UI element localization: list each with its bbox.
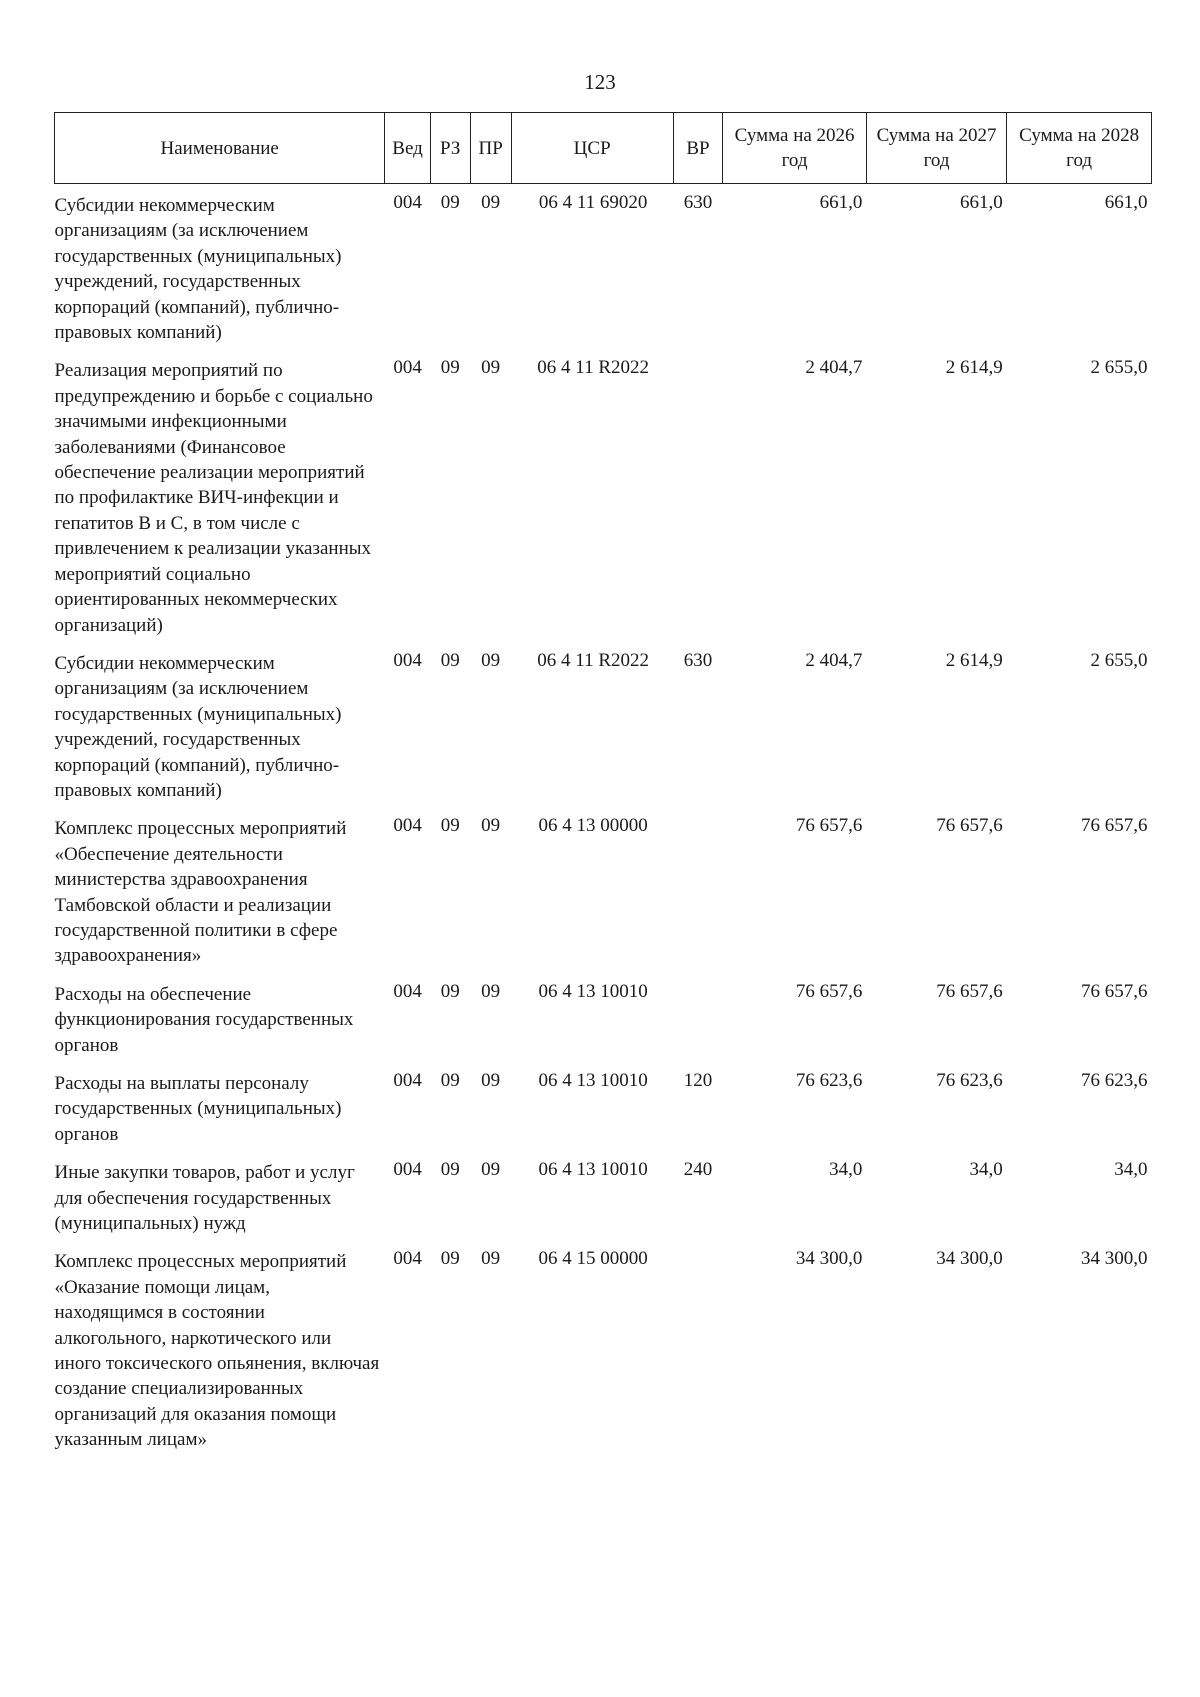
row-csr: 06 4 11 69020 [538,192,648,213]
row-sum-2028: 76 657,6 [1081,980,1148,1002]
row-name: Иные закупки товаров, работ и услуг для обеспечения государственных (муниципальных) нужд [54,1162,355,1235]
row-sum-2026: 34,0 [829,1159,863,1181]
header-name: Наименование [55,113,385,184]
row-ved: 004 [393,815,422,837]
row-sum-2027: 34 300,0 [936,1248,1003,1270]
row-rz: 09 [440,192,460,213]
row-rz: 09 [440,649,460,671]
budget-table [54,112,1152,1457]
row-csr: 06 4 13 10010 [538,980,648,1002]
row-sum-2026: 2 404,7 [805,357,863,379]
row-ved: 004 [393,357,422,379]
header-csr: ЦСР [511,113,673,184]
row-rz: 09 [440,1159,460,1181]
row-csr: 06 4 13 10010 [538,1159,648,1181]
table-body [55,184,1152,1457]
page-number: 123 [584,70,616,94]
header-sum-2027: Сумма на 2027 год [866,113,1006,184]
row-sum-2026: 661,0 [819,192,863,213]
table-row [55,1240,1152,1456]
row-sum-2027: 76 657,6 [936,815,1003,837]
header-rz: РЗ [430,113,470,184]
row-ved: 004 [393,1248,422,1270]
row-sum-2026: 76 623,6 [795,1070,863,1091]
row-csr: 06 4 13 00000 [538,815,648,837]
row-sum-2027: 2 614,9 [945,357,1003,379]
row-pr: 09 [481,1159,501,1181]
row-name: Субсидии некоммерческим организациям (за исключением государственных (муниципальных) учреждений, государственных корпораций (компаний), публично-правовых компаний) [54,652,342,801]
row-csr: 06 4 11 R2022 [537,649,650,671]
row-ved: 004 [393,1070,422,1091]
row-sum-2027: 76 657,6 [936,980,1003,1002]
row-vr [673,973,723,1062]
row-sum-2026: 34 300,0 [795,1248,863,1270]
table-row [55,349,1152,641]
row-pr: 09 [481,649,501,671]
row-vr [673,1240,723,1456]
row-rz: 09 [440,815,460,837]
row-vr [673,807,723,972]
row-ved: 004 [393,1159,422,1181]
row-rz: 09 [440,357,460,379]
row-csr: 06 4 11 R2022 [537,357,650,379]
row-csr: 06 4 13 10010 [538,1070,648,1091]
row-ved: 004 [393,649,422,671]
row-sum-2028: 2 655,0 [1090,649,1148,671]
row-rz: 09 [440,1070,460,1091]
row-sum-2028: 661,0 [1104,192,1148,213]
row-sum-2027: 34,0 [969,1159,1003,1181]
row-name: Расходы на обеспечение функционирования государственных органов [54,983,354,1056]
row-vr [673,349,723,641]
row-pr: 09 [481,1248,501,1270]
header-pr: ПР [470,113,511,184]
row-name: Субсидии некоммерческим организациям (за исключением государственных (муниципальных) учреждений, государственных корпораций (компаний), публично-правовых компаний) [54,195,342,344]
row-pr: 09 [481,980,501,1002]
table-row [55,184,1152,350]
row-ved: 004 [393,980,422,1002]
row-sum-2028: 2 655,0 [1090,357,1148,379]
row-sum-2027: 76 623,6 [936,1070,1003,1091]
row-pr: 09 [481,192,501,213]
table-row [55,1151,1152,1240]
row-name: Расходы на выплаты персоналу государственных (муниципальных) органов [54,1073,342,1145]
row-vr: 120 [683,1070,713,1091]
header-row [55,113,1152,184]
table-row [55,642,1152,807]
row-sum-2028: 76 657,6 [1081,815,1148,837]
header-sum-2026: Сумма на 2026 год [723,113,867,184]
row-sum-2027: 2 614,9 [945,649,1003,671]
row-name: Комплекс процессных мероприятий «Оказание помощи лицам, находящимся в состоянии алкогольного, наркотического или иного токсического опьянения, включая создание специализированных организаций для оказания помощи указанным лицам» [54,1251,380,1451]
row-vr: 630 [683,192,713,213]
row-sum-2028: 34 300,0 [1081,1248,1148,1270]
row-name: Реализация мероприятий по предупреждению и борьбе с социально значимыми инфекционными заболеваниями (Финансовое обеспечение реализации мероприятий по профилактике ВИЧ-инфекции и гепатитов B и C, в том числе с привлечением к реализации указанных мероприятий социально ориентированных некоммерческих организаций) [54,360,373,636]
row-pr: 09 [481,815,501,837]
table-row [55,1062,1152,1151]
row-sum-2026: 76 657,6 [795,815,863,837]
row-rz: 09 [440,1248,460,1270]
row-pr: 09 [481,1070,501,1091]
row-sum-2026: 76 657,6 [795,980,863,1002]
row-name: Комплекс процессных мероприятий «Обеспечение деятельности министерства здравоохранения Тамбовской области и реализации государственной политики в сфере здравоохранения» [54,818,347,967]
table-row [55,973,1152,1062]
row-vr: 630 [683,649,713,671]
table-header [55,113,1152,184]
row-csr: 06 4 15 00000 [538,1248,648,1270]
table-row [55,807,1152,972]
row-ved: 004 [393,192,422,213]
row-sum-2027: 661,0 [960,192,1003,213]
row-pr: 09 [481,357,501,379]
row-vr: 240 [683,1159,713,1181]
row-rz: 09 [440,980,460,1002]
row-sum-2028: 34,0 [1114,1159,1148,1181]
row-sum-2028: 76 623,6 [1081,1070,1148,1091]
header-ved: Вед [385,113,430,184]
header-vr: ВР [673,113,723,184]
header-sum-2028: Сумма на 2028 год [1007,113,1152,184]
row-sum-2026: 2 404,7 [805,649,863,671]
